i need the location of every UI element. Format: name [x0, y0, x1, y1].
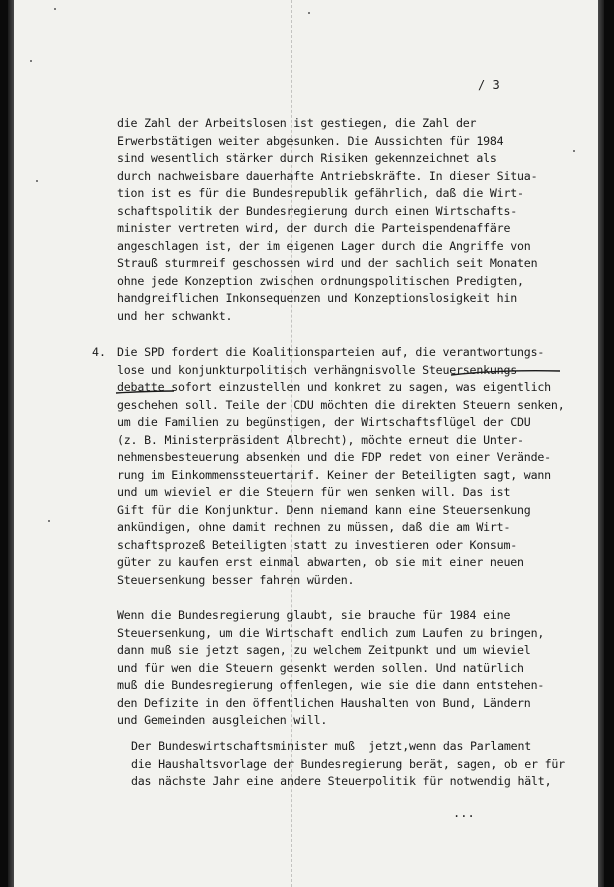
text-line: angeschlagen ist, der im eigenen Lager durch die Angriffe von — [117, 238, 531, 253]
scan-speck — [36, 180, 38, 182]
text-line: minister vertreten wird, der durch die Parteispendenaffäre — [117, 221, 511, 235]
text-line: schaftspolitik der Bundesregierung durch einen Wirtschafts- — [117, 203, 518, 218]
text-line: das nächste Jahr eine andere Steuerpolitik für notwendig hält, — [131, 774, 552, 788]
text-line: und um wieviel er die Steuern für wen senken will. Das ist — [117, 485, 511, 499]
scan-speck — [54, 8, 56, 10]
text-line: Steuersenkung besser fahren würden. — [117, 572, 355, 587]
text-line: die Haushaltsvorlage der Bundesregierung berät, sagen, ob er für — [131, 756, 565, 771]
continuation-mark: ... — [453, 806, 475, 820]
text-line: Der Bundeswirtschaftsminister muß jetzt,wenn das Parlament — [131, 739, 532, 753]
text-line: die Zahl der Arbeitslosen ist gestiegen, die Zahl der — [117, 116, 477, 130]
text-line: debatte sofort einzustellen und konkret zu sagen, was eigentlich — [117, 380, 551, 394]
text-line: und Gemeinden ausgleichen will. — [117, 713, 328, 727]
scan-speck — [308, 12, 310, 14]
text-line: rung im Einkommenssteuertarif. Keiner der Beteiligten sagt, wann — [117, 467, 551, 482]
list-item-number: 4. — [92, 345, 106, 359]
text-line: (z. B. Ministerpräsident Albrecht), möchte erneut die Unter- — [117, 432, 524, 447]
text-line: durch nachweisbare dauerhafte Antriebskräfte. In dieser Situa- — [117, 168, 538, 183]
text-line: güter zu kaufen erst einmal abwarten, ob sie mit einer neuen — [117, 555, 524, 569]
page-number: / 3 — [478, 78, 500, 92]
text-line: muß die Bundesregierung offenlegen, wie sie die dann entstehen- — [117, 678, 545, 692]
text-line: und her schwankt. — [117, 308, 233, 323]
text-line: Steuersenkung, um die Wirtschaft endlich zum Laufen zu bringen, — [117, 625, 545, 640]
text-line: lose und konjunkturpolitisch verhängnisvolle Steuersenkungs- — [117, 362, 524, 377]
scan-speck — [573, 150, 575, 152]
text-line: dann muß sie jetzt sagen, zu welchem Zeitpunkt und um wieviel — [117, 643, 531, 657]
text-line: ankündigen, ohne damit rechnen zu müssen, daß die am Wirt- — [117, 520, 511, 534]
text-line: den Defizite in den öffentlichen Haushalten von Bund, Ländern — [117, 695, 531, 710]
scan-speck — [30, 60, 32, 62]
document-page — [8, 0, 604, 887]
text-line: geschehen soll. Teile der CDU möchten die direkten Steuern senken, — [117, 397, 565, 412]
text-line: tion ist es für die Bundesrepublik gefährlich, daß die Wirt- — [117, 186, 524, 200]
text-line: Wenn die Bundesregierung glaubt, sie brauche für 1984 eine — [117, 608, 511, 622]
text-line: Die SPD fordert die Koalitionsparteien auf, die verantwortungs- — [117, 345, 545, 359]
text-line: schaftsprozeß Beteiligten statt zu investieren oder Konsum- — [117, 537, 518, 552]
text-line: nehmensbesteuerung absenken und die FDP redet von einer Verände- — [117, 450, 551, 464]
text-line: um die Familien zu begünstigen, der Wirtschaftsflügel der CDU — [117, 415, 531, 429]
text-line: sind wesentlich stärker durch Risiken gekennzeichnet als — [117, 151, 497, 165]
text-line: Gift für die Konjunktur. Denn niemand kann eine Steuersenkung — [117, 502, 531, 517]
text-line: Erwerbstätigen weiter abgesunken. Die Aussichten für 1984 — [117, 133, 504, 148]
text-line: Strauß sturmreif geschossen wird und der sachlich seit Monaten — [117, 256, 538, 270]
text-line: ohne jede Konzeption zwischen ordnungspolitischen Predigten, — [117, 273, 524, 288]
text-line: und für wen die Steuern gesenkt werden sollen. Und natürlich — [117, 660, 524, 675]
scan-speck — [48, 520, 50, 522]
text-line: handgreiflichen Inkonsequenzen und Konzeptionslosigkeit hin — [117, 291, 518, 305]
